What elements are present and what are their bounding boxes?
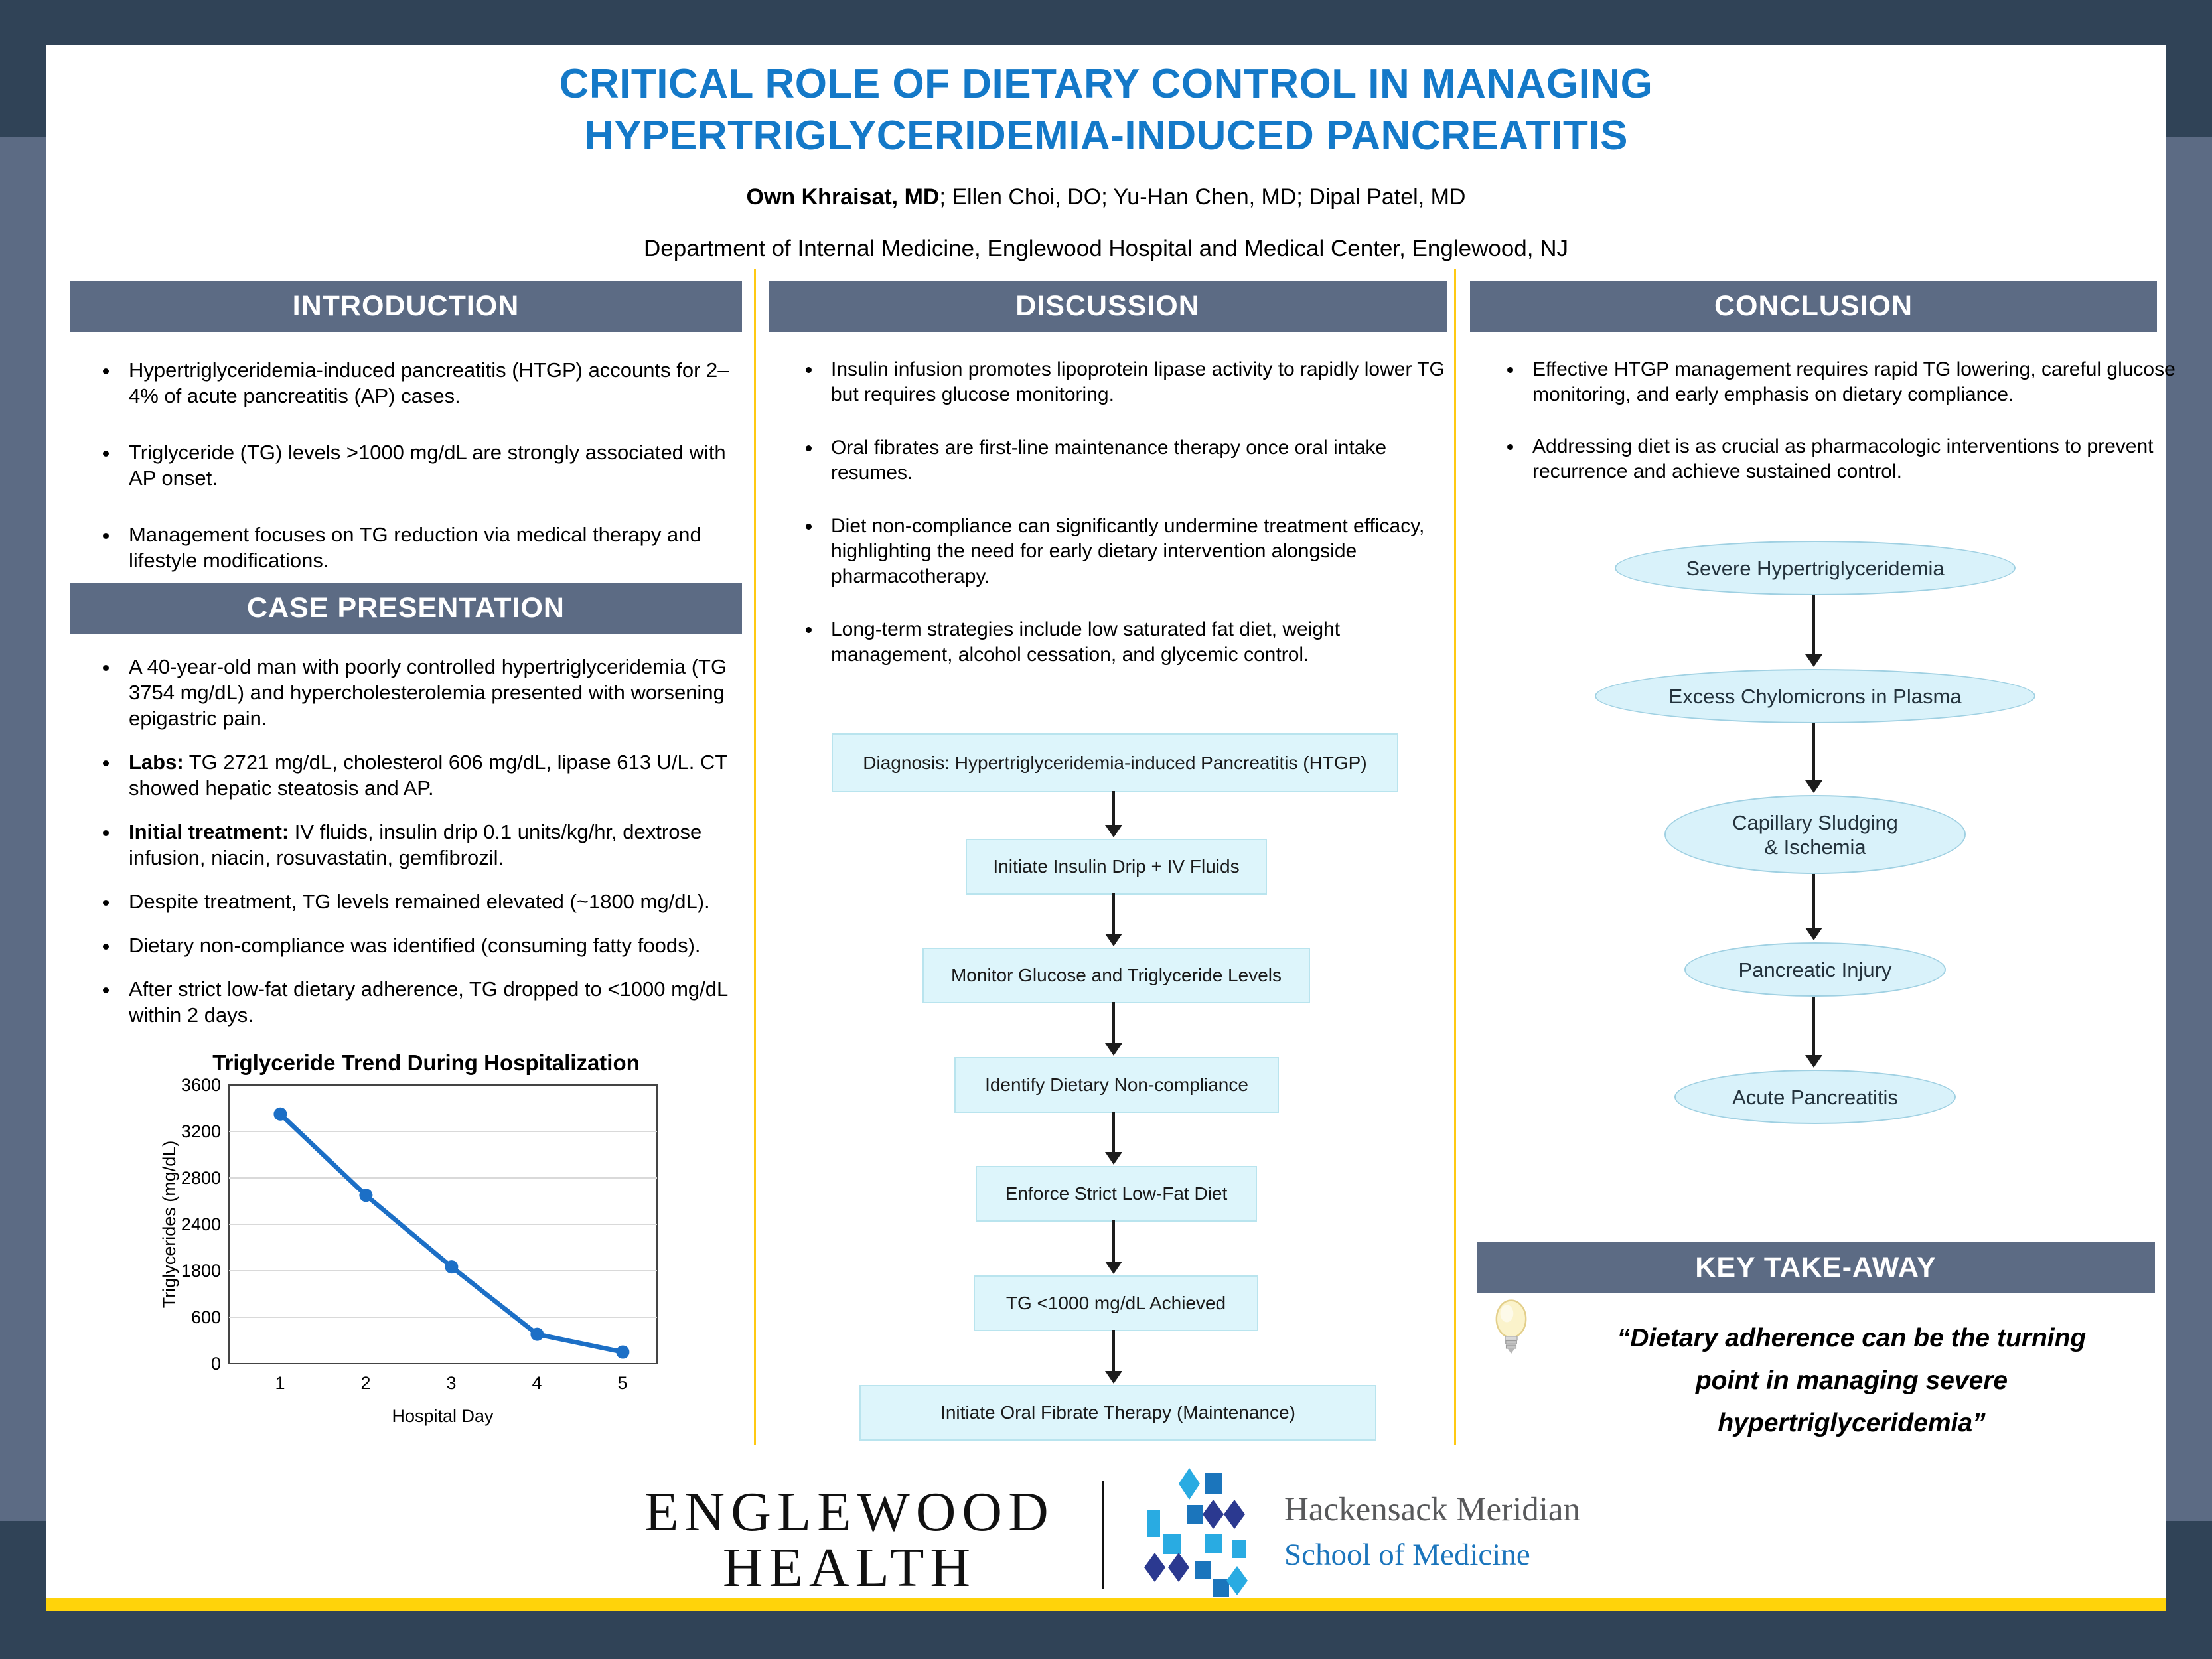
bottom-yellow-bar bbox=[46, 1598, 2166, 1611]
x-axis-label: Hospital Day bbox=[392, 1406, 494, 1426]
pathway-arrow bbox=[1805, 997, 1822, 1068]
case-presentation-header-bar bbox=[70, 583, 742, 634]
flow-arrow bbox=[1105, 1002, 1122, 1056]
poster-title bbox=[46, 58, 2166, 162]
svg-text:600: 600 bbox=[190, 1307, 221, 1327]
discussion-header-bar bbox=[769, 281, 1447, 332]
flow-step-2: Initiate Insulin Drip + IV Fluids bbox=[966, 839, 1267, 895]
flow-arrow bbox=[1105, 791, 1122, 837]
svg-text:5: 5 bbox=[617, 1373, 628, 1393]
pathway-node-3: Capillary Sludging & Ischemia bbox=[1664, 795, 1966, 874]
svg-text:0: 0 bbox=[210, 1354, 221, 1374]
svg-text:2800: 2800 bbox=[181, 1168, 221, 1188]
pathway-arrow bbox=[1805, 874, 1822, 940]
top-bar bbox=[0, 0, 2212, 45]
svg-text:2: 2 bbox=[360, 1373, 371, 1393]
svg-text:3: 3 bbox=[446, 1373, 457, 1393]
flow-step-7: Initiate Oral Fibrate Therapy (Maintenance) bbox=[859, 1385, 1376, 1441]
bullet-item: • Effective HTGP management requires rapid TG lowering, careful glucose monitoring, and early emphasis on dietary compliance. bbox=[1523, 357, 2177, 407]
englewood-logo-line1: ENGLEWOOD bbox=[644, 1481, 1055, 1543]
bullet-item: • Insulin infusion promotes lipoprotein lipase activity to rapidly lower TG but requires glucose monitoring. bbox=[822, 357, 1465, 407]
pathway-arrow bbox=[1805, 595, 1822, 667]
affiliation-line: Department of Internal Medicine, Englewood Hospital and Medical Center, Englewood, NJ bbox=[644, 236, 1568, 261]
flow-step-5: Enforce Strict Low-Fat Diet bbox=[976, 1166, 1257, 1222]
authors-rest: ; Ellen Choi, DO; Yu-Han Chen, MD; Dipal Patel, MD bbox=[939, 184, 1466, 210]
introduction-bullet-list bbox=[80, 357, 757, 604]
bullet-item: • After strict low-fat dietary adherence, TG dropped to <1000 mg/dL within 2 days. bbox=[119, 976, 760, 1028]
pathway-node-5: Acute Pancreatitis bbox=[1674, 1070, 1956, 1124]
right-strip-top bbox=[2166, 45, 2212, 137]
bullet-item: • Triglyceride (TG) levels >1000 mg/dL are strongly associated with AP onset. bbox=[119, 439, 757, 491]
conclusion-header-label: CONCLUSION bbox=[1714, 290, 1913, 322]
svg-text:1: 1 bbox=[275, 1373, 285, 1393]
bullet-item: • A 40-year-old man with poorly controlled hypertriglyceridemia (TG 3754 mg/dL) and hypercholesterolemia presented with worsening epigastric pain. bbox=[119, 654, 760, 731]
discussion-bullet-list bbox=[782, 357, 1465, 695]
bullet-item: • Management focuses on TG reduction via medical therapy and lifestyle modifications. bbox=[119, 522, 757, 573]
poster-title-line2: HYPERTRIGLYCERIDEMIA-INDUCED PANCREATITIS bbox=[584, 113, 1628, 159]
flow-step-6: TG <1000 mg/dL Achieved bbox=[974, 1275, 1258, 1331]
author-primary: Own Khraisat, MD bbox=[746, 184, 940, 210]
pathway-node-4: Pancreatic Injury bbox=[1684, 942, 1946, 997]
discussion-header-label: DISCUSSION bbox=[1015, 290, 1200, 322]
conclusion-bullet-list bbox=[1483, 357, 2177, 511]
flow-step-1: Diagnosis: Hypertriglyceridemia-induced Pancreatitis (HTGP) bbox=[832, 733, 1398, 792]
pathway-arrow bbox=[1805, 723, 1822, 793]
key-takeaway-header-bar bbox=[1477, 1242, 2155, 1293]
bullet-item: • Hypertriglyceridemia-induced pancreatitis (HTGP) accounts for 2–4% of acute pancreatitis (AP) cases. bbox=[119, 357, 757, 409]
bullet-item: • Addressing diet is as crucial as pharmacologic interventions to prevent recurrence and achieve sustained control. bbox=[1523, 434, 2177, 484]
line-chart-svg bbox=[153, 1045, 703, 1443]
bullet-item: • Diet non-compliance can significantly undermine treatment efficacy, highlighting the need for early dietary intervention alongside pharmacotherapy. bbox=[822, 514, 1465, 589]
chart-title: Triglyceride Trend During Hospitalization bbox=[212, 1050, 640, 1075]
bullet-item: • Labs: TG 2721 mg/dL, cholesterol 606 mg/dL, lipase 613 U/L. CT showed hepatic steatosis and AP. bbox=[119, 749, 760, 801]
y-axis-tick-labels bbox=[181, 1075, 221, 1374]
svg-text:4: 4 bbox=[532, 1373, 542, 1393]
flow-arrow bbox=[1105, 1330, 1122, 1384]
flow-arrow bbox=[1105, 1220, 1122, 1274]
left-strip-top bbox=[0, 45, 46, 137]
case-presentation-bullet-list bbox=[80, 654, 760, 1046]
bullet-item: • Initial treatment: IV fluids, insulin drip 0.1 units/kg/hr, dextrose infusion, niacin, rosuvastatin, gemfibrozil. bbox=[119, 819, 760, 871]
flow-arrow bbox=[1105, 893, 1122, 946]
bullet-item: • Long-term strategies include low saturated fat diet, weight management, alcohol cessation, and glycemic control. bbox=[822, 617, 1465, 668]
case-presentation-header-label: CASE PRESENTATION bbox=[247, 592, 565, 624]
bottom-bar bbox=[0, 1611, 2212, 1659]
y-axis-label: Triglycerides (mg/dL) bbox=[159, 1140, 179, 1309]
introduction-header-label: INTRODUCTION bbox=[292, 290, 520, 322]
key-takeaway-quote: “Dietary adherence can be the turning point in managing severe hypertriglyceridemia” bbox=[1617, 1324, 2087, 1437]
conclusion-header-bar bbox=[1470, 281, 2157, 332]
svg-text:1800: 1800 bbox=[181, 1261, 221, 1281]
introduction-header-bar bbox=[70, 281, 742, 332]
bullet-item: • Oral fibrates are first-line maintenance therapy once oral intake resumes. bbox=[822, 435, 1465, 486]
svg-text:3200: 3200 bbox=[181, 1121, 221, 1141]
englewood-logo-line2: HEALTH bbox=[722, 1537, 977, 1599]
bullet-item: • Dietary non-compliance was identified (consuming fatty foods). bbox=[119, 932, 760, 958]
svg-text:2400: 2400 bbox=[181, 1214, 221, 1234]
bullet-item: • Despite treatment, TG levels remained elevated (~1800 mg/dL). bbox=[119, 889, 760, 914]
hmh-logo-school: School of Medicine bbox=[1284, 1538, 1530, 1572]
authors-line bbox=[46, 184, 2166, 210]
key-takeaway-header-label: KEY TAKE-AWAY bbox=[1695, 1252, 1937, 1283]
right-strip bbox=[2166, 137, 2212, 1521]
flow-arrow bbox=[1105, 1112, 1122, 1165]
hmh-logo bbox=[1136, 1465, 1262, 1598]
x-axis-tick-labels bbox=[275, 1373, 627, 1393]
flow-step-4: Identify Dietary Non-compliance bbox=[954, 1057, 1279, 1113]
pathway-node-1: Severe Hypertriglyceridemia bbox=[1615, 541, 2016, 595]
logo-divider bbox=[1102, 1481, 1104, 1589]
left-strip bbox=[0, 137, 46, 1521]
pathway-node-2: Excess Chylomicrons in Plasma bbox=[1595, 669, 2035, 723]
light-bulb-icon bbox=[1489, 1299, 1533, 1360]
triglyceride-chart bbox=[153, 1045, 703, 1443]
flow-step-3: Monitor Glucose and Triglyceride Levels bbox=[922, 948, 1310, 1003]
poster-title-line1: CRITICAL ROLE OF DIETARY CONTROL IN MANAGING bbox=[559, 61, 1653, 107]
hmh-logo-name: Hackensack Meridian bbox=[1284, 1491, 1581, 1528]
svg-text:3600: 3600 bbox=[181, 1075, 221, 1095]
